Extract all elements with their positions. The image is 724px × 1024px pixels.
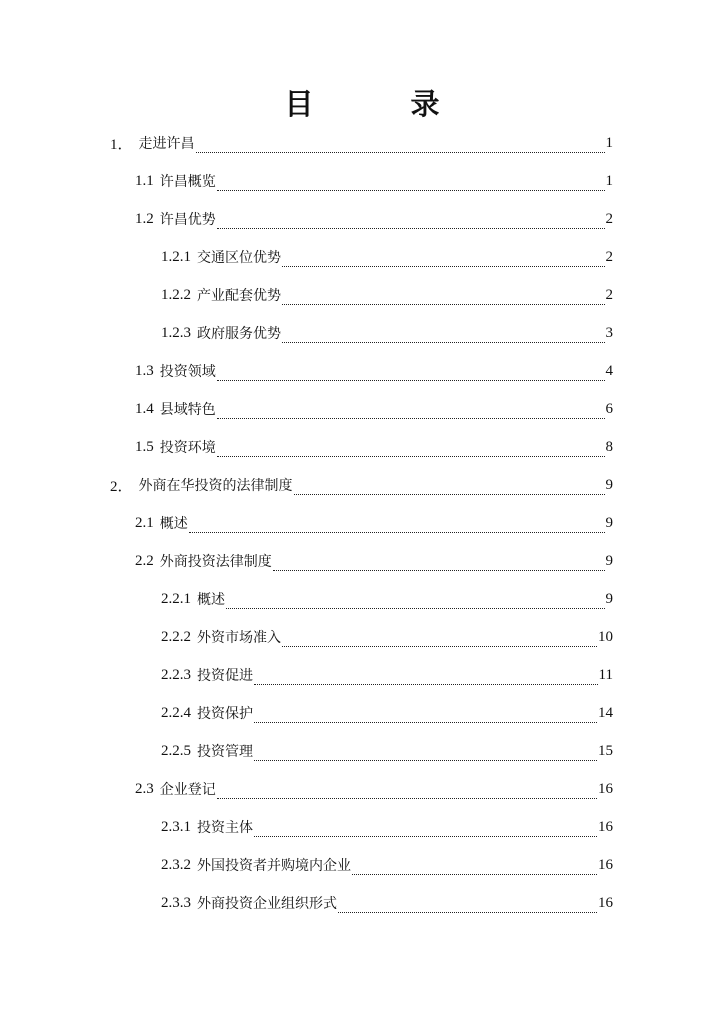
toc-entry-title: 投资领域 xyxy=(159,364,216,380)
dot-leader xyxy=(282,634,597,647)
toc-entry[interactable] xyxy=(161,238,613,276)
toc-entry[interactable] xyxy=(135,162,613,200)
toc-entry[interactable] xyxy=(161,276,613,314)
dot-leader xyxy=(294,482,605,495)
dot-leader xyxy=(338,900,597,913)
toc-entry-title: 产业配套优势 xyxy=(197,288,281,304)
toc-entry[interactable] xyxy=(110,124,613,162)
dot-leader xyxy=(282,292,605,305)
toc-entry[interactable] xyxy=(161,732,613,770)
toc-entry[interactable] xyxy=(161,580,613,618)
toc-entry[interactable] xyxy=(161,618,613,656)
toc-entry-number: 1.2.2 xyxy=(161,286,191,303)
toc-entry-number: 1.4 xyxy=(135,400,154,417)
toc-entry-number: 1.2.3 xyxy=(161,324,191,341)
toc-entry-page-number: 9 xyxy=(605,514,613,531)
toc-entry[interactable] xyxy=(135,770,613,808)
toc-entry-number: 2.3.2 xyxy=(161,856,191,873)
toc-entry-title: 县域特色 xyxy=(159,402,216,418)
toc-entry-page-number: 1 xyxy=(605,172,613,189)
toc-entry-number: 2.2.3 xyxy=(161,666,191,683)
toc-title: 目 录 xyxy=(284,87,474,121)
toc-entry-title: 概述 xyxy=(197,592,225,608)
toc-entry-number: 2.2.1 xyxy=(161,590,191,607)
toc-entry-title: 许昌概览 xyxy=(159,174,216,190)
toc-entry[interactable] xyxy=(161,694,613,732)
toc-entry-page-number: 1 xyxy=(605,134,613,151)
toc-entry-number: 1． xyxy=(110,136,133,153)
toc-entry[interactable] xyxy=(135,428,613,466)
toc-entry[interactable] xyxy=(161,846,613,884)
dot-leader xyxy=(217,444,605,457)
toc-entry[interactable] xyxy=(135,390,613,428)
dot-leader xyxy=(282,254,605,267)
toc-entry-page-number: 16 xyxy=(598,780,613,797)
toc-entry[interactable] xyxy=(161,314,613,352)
toc-entry-page-number: 8 xyxy=(605,438,613,455)
toc-entry[interactable] xyxy=(161,884,613,922)
toc-entry-title: 外国投资者并购境内企业 xyxy=(197,858,351,874)
dot-leader xyxy=(217,406,605,419)
dot-leader xyxy=(282,330,605,343)
toc-entry-number: 2.2.4 xyxy=(161,704,191,721)
dot-leader xyxy=(217,216,605,229)
toc-entry-title: 外商投资企业组织形式 xyxy=(197,896,337,912)
toc-entry-page-number: 16 xyxy=(598,894,613,911)
toc-entry-page-number: 9 xyxy=(605,476,613,493)
toc-entry-page-number: 9 xyxy=(605,552,613,569)
toc-entry-title: 投资促进 xyxy=(197,668,253,684)
toc-entry-title: 交通区位优势 xyxy=(197,250,281,266)
toc-entry-number: 2.2 xyxy=(135,552,154,569)
toc-entry[interactable] xyxy=(161,656,613,694)
dot-leader xyxy=(189,520,605,533)
toc-entry-title: 投资环境 xyxy=(159,440,216,456)
toc-entry-title: 概述 xyxy=(159,516,188,532)
toc-entry-number: 2.2.5 xyxy=(161,742,191,759)
dot-leader xyxy=(352,862,597,875)
toc-entry-number: 2.2.2 xyxy=(161,628,191,645)
dot-leader xyxy=(196,140,605,153)
toc-entry[interactable] xyxy=(135,352,613,390)
toc-entry-number: 2.3 xyxy=(135,780,154,797)
toc-entry-page-number: 2 xyxy=(605,210,613,227)
dot-leader xyxy=(217,786,597,799)
toc-entry-title: 走进许昌 xyxy=(138,136,195,152)
toc-entry-page-number: 6 xyxy=(605,400,613,417)
toc-entry-page-number: 2 xyxy=(605,248,613,265)
toc-entry-title: 投资保护 xyxy=(197,706,253,722)
toc-entry-number: 1.2.1 xyxy=(161,248,191,265)
toc-entry-title: 外商投资法律制度 xyxy=(159,554,272,570)
toc-entry-title: 企业登记 xyxy=(159,782,216,798)
toc-entry-number: 1.2 xyxy=(135,210,154,227)
dot-leader xyxy=(254,672,598,685)
toc-entry-page-number: 4 xyxy=(605,362,613,379)
dot-leader xyxy=(217,178,605,191)
dot-leader xyxy=(254,824,597,837)
toc-entry-title: 许昌优势 xyxy=(159,212,216,228)
dot-leader xyxy=(254,710,597,723)
toc-entry-page-number: 16 xyxy=(598,856,613,873)
toc-entry-title: 投资管理 xyxy=(197,744,253,760)
toc-entry-page-number: 3 xyxy=(605,324,613,341)
toc-entry[interactable] xyxy=(161,808,613,846)
toc-entry-page-number: 9 xyxy=(605,590,613,607)
dot-leader xyxy=(217,368,605,381)
toc-entry-page-number: 16 xyxy=(598,818,613,835)
toc-entry-title: 外商在华投资的法律制度 xyxy=(138,478,293,494)
toc-entry-page-number: 14 xyxy=(598,704,613,721)
toc-entry[interactable] xyxy=(135,542,613,580)
toc-entry-title: 政府服务优势 xyxy=(197,326,281,342)
toc-entry-title: 外资市场准入 xyxy=(197,630,281,646)
toc-entry-number: 2.1 xyxy=(135,514,154,531)
toc-entry-page-number: 15 xyxy=(598,742,613,759)
dot-leader xyxy=(226,596,605,609)
toc-entry-page-number: 11 xyxy=(598,666,613,683)
toc-entry[interactable] xyxy=(135,200,613,238)
toc-entry-page-number: 10 xyxy=(598,628,613,645)
toc-entry[interactable] xyxy=(110,466,613,504)
toc-entry-number: 2． xyxy=(110,478,133,495)
toc-entry-title: 投资主体 xyxy=(197,820,253,836)
toc-entry-number: 2.3.3 xyxy=(161,894,191,911)
toc-entry-page-number: 2 xyxy=(605,286,613,303)
toc-entry-number: 2.3.1 xyxy=(161,818,191,835)
toc-entry-number: 1.1 xyxy=(135,172,154,189)
toc-entry-number: 1.3 xyxy=(135,362,154,379)
dot-leader xyxy=(254,748,597,761)
toc-entry[interactable] xyxy=(135,504,613,542)
toc-entry-number: 1.5 xyxy=(135,438,154,455)
dot-leader xyxy=(273,558,605,571)
